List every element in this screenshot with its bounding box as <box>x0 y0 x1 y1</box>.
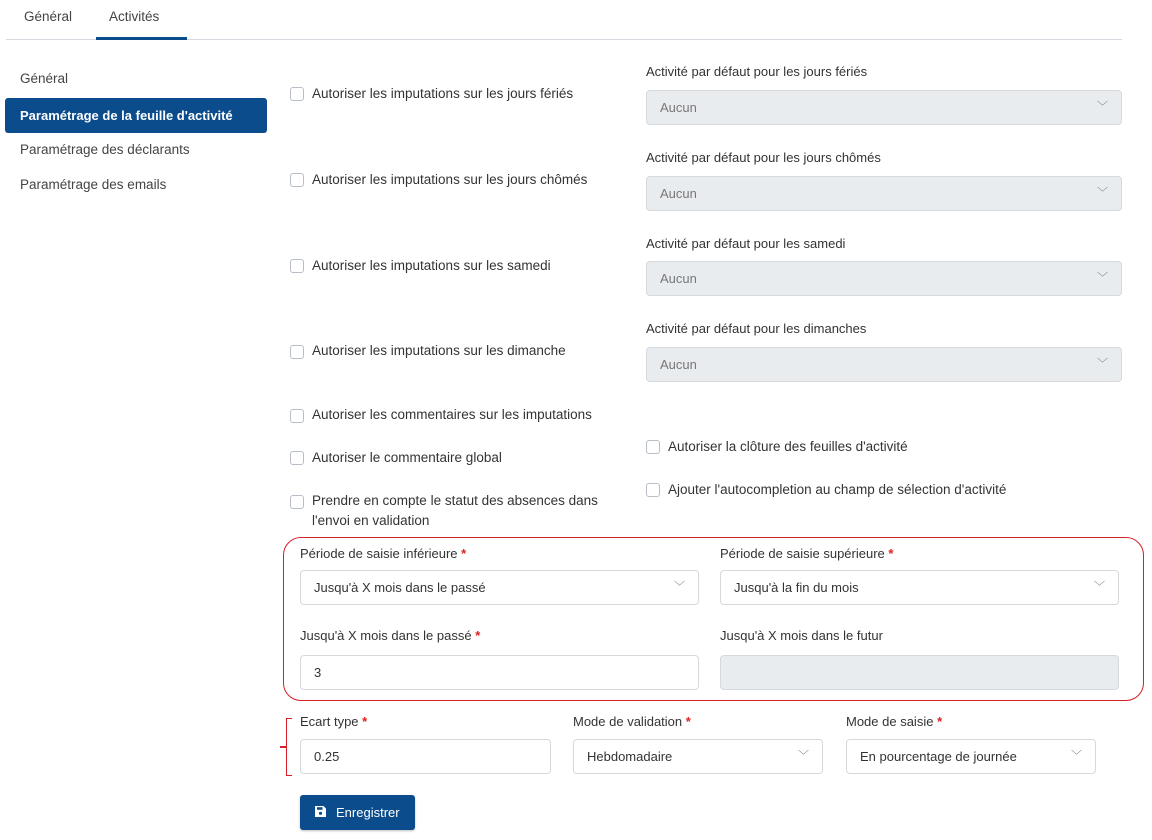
chevron-down-icon: ﹀ <box>1097 272 1108 284</box>
select-label: Activité par défaut pour les jours chômés <box>646 150 881 165</box>
checkbox-label: Autoriser les imputations sur les jours fériés <box>312 86 574 101</box>
checkbox-statut-absences[interactable] <box>290 495 304 509</box>
required-mark: * <box>937 714 943 729</box>
checkbox-label-line2: l'envoi en validation <box>312 513 430 528</box>
chevron-down-icon: ﹀ <box>798 750 809 762</box>
checkbox-label: Prendre en compte le statut des absences dans <box>312 493 598 508</box>
sidebar-item-declarants[interactable]: Paramétrage des déclarants <box>20 142 190 157</box>
chevron-down-icon: ﹀ <box>1097 358 1108 370</box>
tab-general[interactable]: Général <box>24 9 73 24</box>
checkbox-commentaire-global[interactable] <box>290 451 304 465</box>
required-mark: * <box>888 546 894 561</box>
checkbox-cloture[interactable] <box>646 440 660 454</box>
field-label-mois-passe: Jusqu'à X mois dans le passé * <box>300 628 481 643</box>
input-ecart-type[interactable]: 0.25 <box>300 739 551 774</box>
select-mode-saisie[interactable] <box>846 739 1096 774</box>
tab-activites[interactable]: Activités <box>109 9 160 24</box>
chevron-down-icon: ﹀ <box>1071 750 1082 762</box>
select-mode-validation[interactable] <box>573 739 823 774</box>
select-periode-superieure[interactable] <box>720 570 1119 605</box>
select-periode-inferieure[interactable] <box>300 570 699 605</box>
chevron-down-icon: ﹀ <box>674 581 685 593</box>
chevron-down-icon: ﹀ <box>1097 187 1108 199</box>
input-mois-futur[interactable] <box>720 655 1119 690</box>
checkbox-label: Autoriser le commentaire global <box>312 450 502 465</box>
select-value: Jusqu'à X mois dans le passé <box>314 580 486 595</box>
select-value: En pourcentage de journée <box>860 749 1017 764</box>
tab-bar <box>6 0 1122 40</box>
checkbox-jours-chomes[interactable] <box>290 173 304 187</box>
input-mois-passe[interactable]: 3 <box>300 655 699 690</box>
select-activite-feries[interactable] <box>646 90 1122 125</box>
select-activite-dimanches[interactable] <box>646 347 1122 382</box>
select-value: Aucun <box>660 186 697 201</box>
field-label-mois-futur: Jusqu'à X mois dans le futur <box>720 628 883 643</box>
checkbox-label: Ajouter l'autocompletion au champ de sélection d'activité <box>668 482 1007 497</box>
select-value: Jusqu'à la fin du mois <box>734 580 859 595</box>
chevron-down-icon: ﹀ <box>1094 581 1105 593</box>
select-value: Aucun <box>660 271 697 286</box>
checkbox-label: Autoriser les imputations sur les samedi <box>312 258 551 273</box>
select-label: Activité par défaut pour les jours fériés <box>646 64 868 79</box>
select-label: Activité par défaut pour les dimanches <box>646 321 867 336</box>
checkbox-commentaires[interactable] <box>290 409 304 423</box>
sidebar-item-feuille-activite[interactable]: Paramétrage de la feuille d'activité <box>5 98 267 133</box>
checkbox-label: Autoriser les imputations sur les dimanche <box>312 343 566 358</box>
sidebar-item-emails[interactable]: Paramétrage des emails <box>20 177 167 192</box>
select-label: Activité par défaut pour les samedi <box>646 236 846 251</box>
field-label-mode-saisie: Mode de saisie * <box>846 714 943 729</box>
required-mark: * <box>475 628 481 643</box>
checkbox-samedi[interactable] <box>290 259 304 273</box>
save-button[interactable] <box>300 795 415 830</box>
checkbox-label: Autoriser les imputations sur les jours chômés <box>312 172 588 187</box>
checkbox-autocompletion[interactable] <box>646 483 660 497</box>
required-mark: * <box>362 714 368 729</box>
chevron-down-icon: ﹀ <box>1097 101 1108 113</box>
field-label-ecart-type: Ecart type * <box>300 714 368 729</box>
select-value: Aucun <box>660 100 697 115</box>
select-activite-samedi[interactable] <box>646 261 1122 296</box>
field-label-periode-superieure: Période de saisie supérieure * <box>720 546 894 561</box>
checkbox-label: Autoriser les commentaires sur les imputations <box>312 407 592 422</box>
save-icon <box>315 806 326 817</box>
required-mark: * <box>461 546 467 561</box>
select-value: Hebdomadaire <box>587 749 673 764</box>
select-activite-chomes[interactable] <box>646 176 1122 211</box>
select-value: Aucun <box>660 357 697 372</box>
sidebar-item-general[interactable]: Général <box>20 71 69 86</box>
checkbox-jours-feries[interactable] <box>290 87 304 101</box>
checkbox-dimanche[interactable] <box>290 345 304 359</box>
field-label-mode-validation: Mode de validation * <box>573 714 691 729</box>
save-button-label: Enregistrer <box>336 805 400 820</box>
required-mark: * <box>685 714 691 729</box>
annotation-bracket-tick <box>280 746 287 748</box>
checkbox-label: Autoriser la clôture des feuilles d'activité <box>668 439 908 454</box>
active-tab-indicator <box>96 37 187 40</box>
field-label-periode-inferieure: Période de saisie inférieure * <box>300 546 467 561</box>
